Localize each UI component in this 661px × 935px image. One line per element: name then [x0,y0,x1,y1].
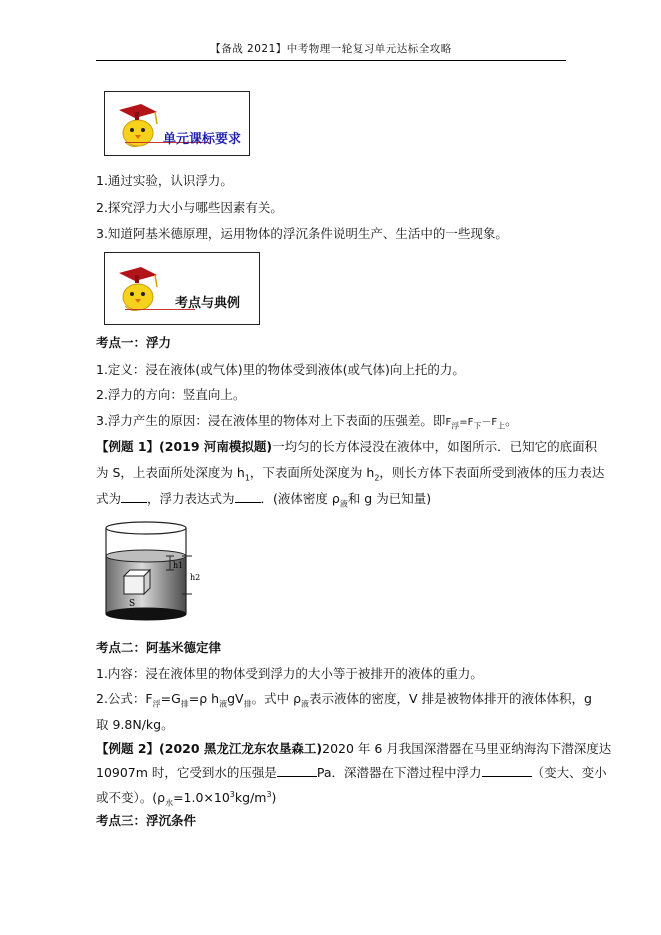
answer-blank-4[interactable] [482,764,532,777]
ex1-sub-2: 2 [374,473,380,483]
ex1-sub-1: 1 [244,473,250,483]
kp2-text-d: gV [227,691,244,706]
ex1-text-2b: ，下表面所处深度为 h [249,465,375,480]
ex2-line-1 [96,740,611,758]
kp2-item-2-cont: 取 9.8N/kg。 [96,717,174,732]
ex2-sub-water: 水 [165,798,174,808]
kp2-sub-ye2: 液 [301,699,310,709]
requirement-2: 2.探究浮力大小与哪些因素有关。 [96,200,283,215]
ex1-sub-rho: 液 [339,499,348,509]
ex1-text-2a: 为 S，上表面所处深度为 h [96,465,245,480]
answer-blank-3[interactable] [277,764,317,777]
kp2-text-a: 2.公式：F [96,691,153,706]
ex2-text-3c: kg/m [234,790,267,806]
answer-blank-2[interactable] [235,490,261,503]
banner-key-points [104,252,260,325]
ex2-line-2 [96,764,607,782]
ex2-line-3 [96,786,276,813]
ex1-text-3a: 式为 [96,491,122,506]
formula-f: F [445,417,452,428]
kp2-text-b: =G [160,691,181,706]
ex1-text-3d: 和 g 为已知量) [347,491,432,506]
header-rule [96,60,566,61]
formula-sub-shang: 上 [497,421,506,431]
ex1-text-2c: ，则长方体下表面所受到液体的压力表达 [379,465,605,480]
ex1-line-3 [96,490,431,514]
formula-eq: =F [459,417,474,428]
formula-sub-fu: 浮 [451,421,460,431]
cartoon-chick-icon [111,263,165,315]
ex2-text-2a: 10907m 时，它受到水的压强是 [96,765,277,780]
label-h1: h1 [173,561,184,570]
kp2-item-1: 1.内容：浸在液体里的物体受到浮力的大小等于被排开的液体的重力。 [96,666,483,681]
page-header: 【备战 2021】中考物理一轮复习单元达标全攻略 [210,43,452,55]
ex2-tag: 【例题 2】(2020 黑龙江龙东农垦森工) [96,741,323,756]
ex2-text-3d: ) [271,790,277,806]
banner-title-key-points: 考点与典例 [175,296,241,311]
formula-end: 。 [505,413,518,428]
kp2-text-e: 。式中 ρ [251,691,302,706]
kp1-item-1: 1.定义：浸在液体(或气体)里的物体受到液体(或气体)向上托的力。 [96,362,465,377]
kp2-sub-fu: 浮 [152,699,161,709]
ex2-sup-3b: 3 [266,790,272,799]
ex1-tag: 【例题 1】(2019 河南模拟题) [96,439,273,454]
ex2-text-2c: （变大、变小 [531,765,607,780]
banner-title-unit-requirements: 单元课标要求 [163,132,242,147]
formula-minus: －F [481,417,498,428]
kp2-sub-ye: 液 [219,699,228,709]
kp2-sub-pai: 排 [180,699,189,709]
kp1-item-3 [96,412,518,436]
formula-sub-xia: 下 [473,421,482,431]
kp3-title: 考点三：浮沉条件 [96,813,197,828]
banner-unit-requirements [104,91,250,156]
kp2-text-c: =ρ h [188,691,220,706]
kp2-text-f: 表示液体的密度，V 排是被物体排开的液体体积，g [309,691,592,706]
kp1-title: 考点一：浮力 [96,335,172,350]
ex2-text-1: 2020 年 6 月我国深潜器在马里亚纳海沟下潜深度达 [322,741,612,756]
ex1-line-1 [96,438,597,456]
ex2-text-3b: =1.0×10 [173,790,230,806]
kp1-item-2: 2.浮力的方向：竖直向上。 [96,387,246,402]
ex1-line-2 [96,464,604,488]
ex2-text-3a: 或不变）。(ρ [96,790,166,806]
ex2-sup-3: 3 [229,790,235,799]
ex1-text-3b: ，浮力表达式为 [147,491,235,506]
requirement-3: 3.知道阿基米德原理，运用物体的浮沉条件说明生产、生活中的一些现象。 [96,226,508,241]
ex1-text-1: 一均匀的长方体浸没在液体中，如图所示．已知它的底面积 [272,439,598,454]
kp2-item-2 [96,690,592,714]
label-h2: h2 [190,573,201,582]
kp2-title: 考点二：阿基米德定律 [96,640,222,655]
requirement-1: 1.通过实验，认识浮力。 [96,173,233,188]
kp2-sub-pai2: 排 [243,699,252,709]
kp1-item-3-text: 3.浮力产生的原因：浸在液体里的物体对上下表面的压强差。即 [96,413,446,428]
beaker-figure [100,518,220,624]
label-s: S [129,599,136,609]
answer-blank-1[interactable] [121,490,147,503]
ex2-text-2b: Pa．深潜器在下潜过程中浮力 [316,765,482,780]
ex1-text-3c: ．(液体密度 ρ [260,491,340,506]
